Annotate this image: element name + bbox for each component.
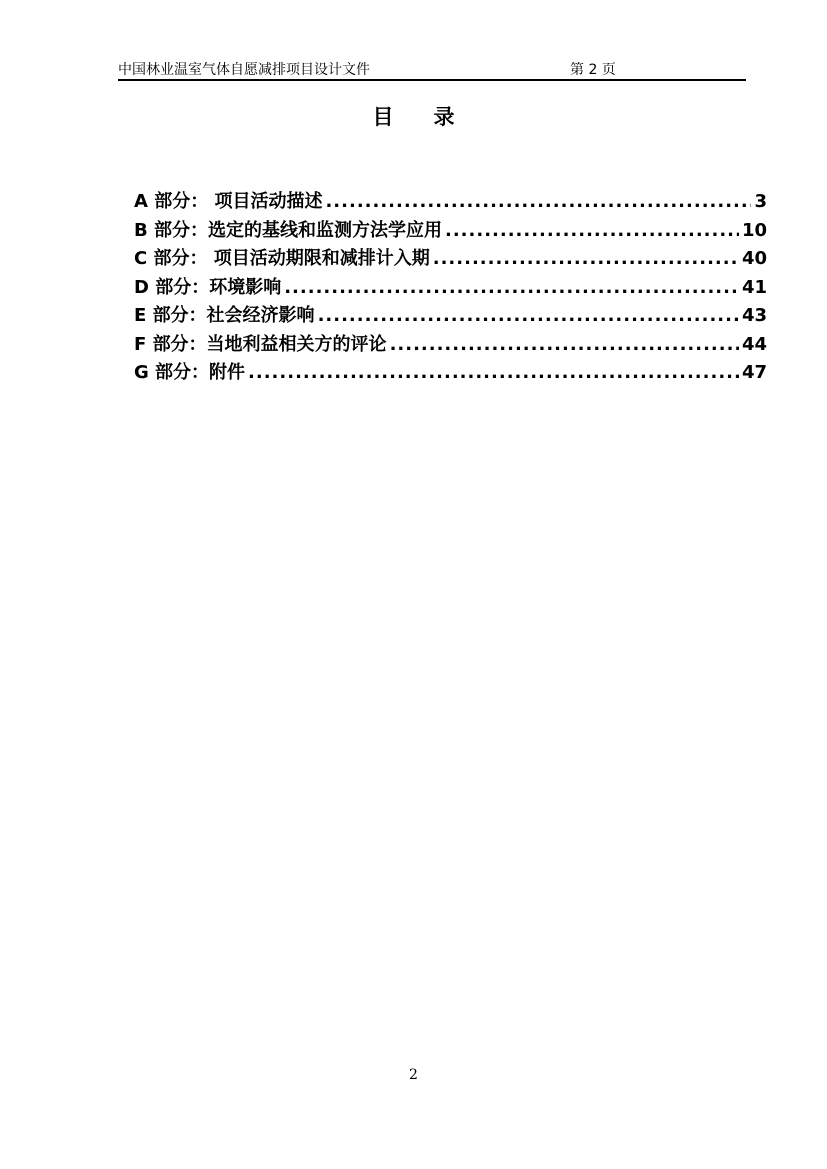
header-divider (118, 79, 746, 81)
toc-entry-d[interactable] (134, 273, 767, 302)
toc-entry-page: 10 (741, 219, 767, 241)
table-of-contents (134, 187, 767, 387)
toc-entry-label: F 部分：当地利益相关方的评论 (134, 333, 387, 355)
toc-entry-label: D 部分：环境影响 (134, 276, 282, 298)
toc-entry-page: 43 (741, 305, 767, 326)
toc-heading (0, 101, 827, 131)
toc-entry-label: A 部分： 项目活动描述 (134, 191, 323, 212)
toc-entry-f[interactable] (134, 330, 767, 359)
toc-entry-g[interactable] (134, 358, 767, 387)
toc-entry-b[interactable] (134, 216, 767, 245)
toc-dot-leader (284, 277, 739, 298)
footer-page-number: 2 (409, 1067, 418, 1083)
document-title: 中国林业温室气体自愿减排项目设计文件 (118, 62, 370, 78)
toc-heading-left: 目 (372, 105, 394, 129)
toc-entry-label: C 部分： 项目活动期限和减排计入期 (134, 248, 430, 269)
toc-entry-page: 40 (741, 248, 767, 269)
toc-dot-leader (390, 334, 739, 355)
toc-dot-leader (433, 248, 739, 269)
toc-dot-leader (325, 191, 751, 212)
toc-dot-leader (248, 362, 739, 383)
toc-entry-page: 44 (741, 333, 767, 355)
toc-entry-page: 47 (741, 362, 767, 383)
toc-entry-e[interactable] (134, 301, 767, 330)
toc-entry-label: E 部分：社会经济影响 (134, 305, 315, 326)
toc-entry-label: G 部分：附件 (134, 362, 246, 383)
toc-entry-label: B 部分：选定的基线和监测方法学应用 (134, 219, 442, 241)
toc-entry-page: 3 (754, 191, 767, 212)
toc-entry-c[interactable] (134, 244, 767, 273)
toc-dot-leader (318, 305, 739, 326)
toc-dot-leader (445, 220, 739, 241)
toc-heading-right: 录 (433, 105, 455, 129)
toc-entry-a[interactable] (134, 187, 767, 216)
toc-entry-page: 41 (741, 276, 767, 298)
header-page-label: 第 2 页 (570, 62, 616, 78)
page-header (118, 57, 746, 81)
